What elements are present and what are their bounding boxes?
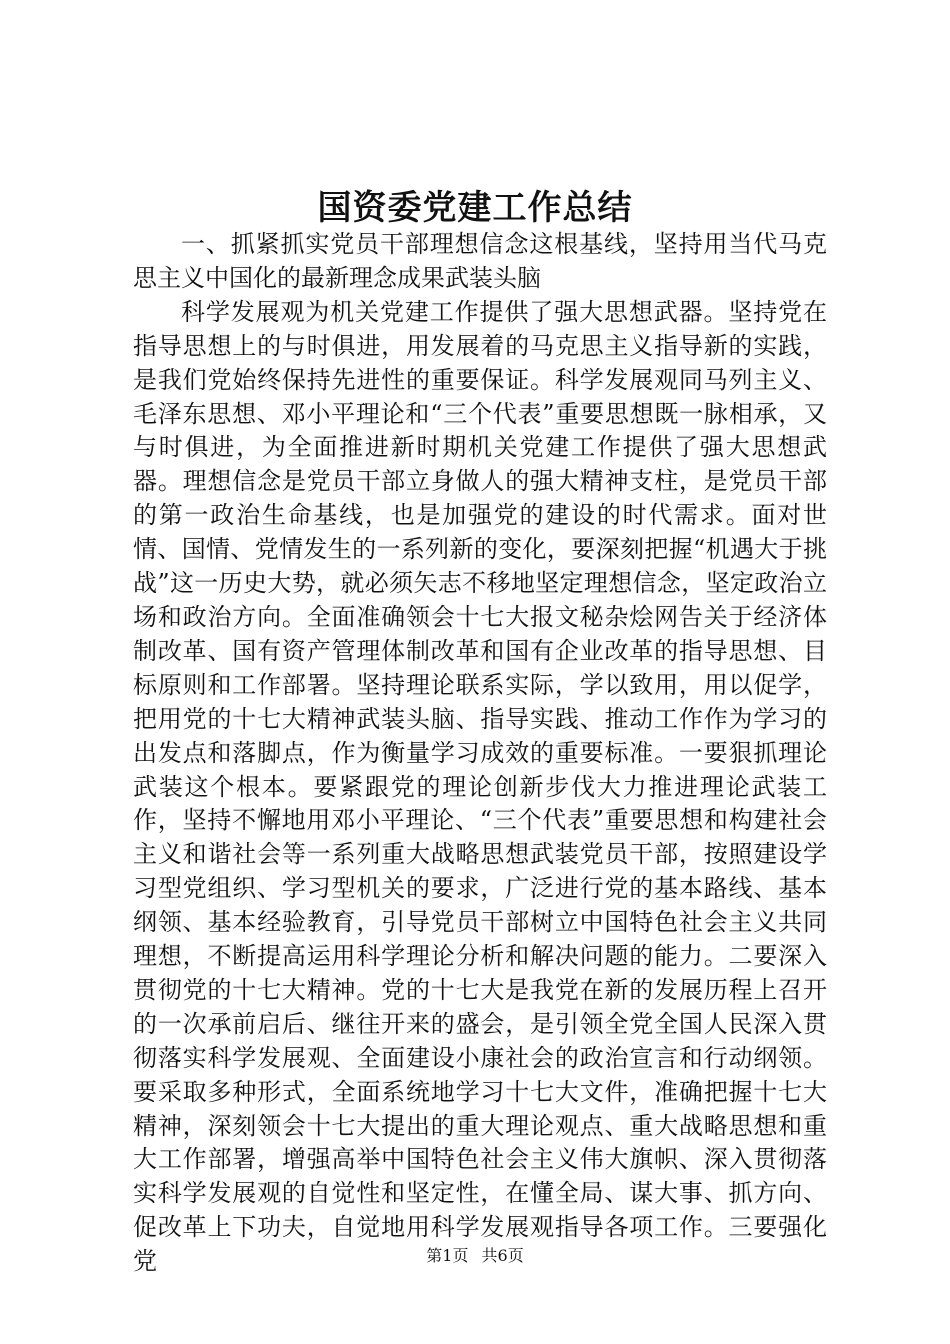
body-paragraph: 科学发展观为机关党建工作提供了强大思想武器。坚持党在指导思想上的与时俱进，用发展着的马克思主义指导新的实践，是我们党始终保持先进性的重要保证。科学发展观同马列主义、毛泽东思想、邓小平理论和“三个代表”重要思想既一脉相承，又与时俱进，为全面推进新时期机关党建工作提供了强大思想武器。理想信念是党员干部立身做人的强大精神支柱，是党员干部的第一政治生命基线，也是加强党的建设的时代需求。面对世情、国情、党情发生的一系列新的变化，要深刻把握“机遇大于挑战”这一历史大势，就必须矢志不移地坚定理想信念，坚定政治立场和政治方向。全面准确领会十七大报文秘杂烩网告关于经济体制改革、国有资产管理体制改革和国有企业改革的指导思想、目标原则和工作部署。坚持理论联系实际，学以致用，用以促学，把用党的十七大精神武装头脑、指导实践、推动工作作为学习的出发点和落脚点，作为衡量学习成效的重要标准。一要狠抓理论武装这个根本。要紧跟党的理论创新步伐大力推进理论武装工作，坚持不懈地用邓小平理论、“三个代表”重要思想和构建社会主义和谐社会等一系列重大战略思想武装党员干部，按照建设学习型党组织、学习型机关的要求，广泛进行党的基本路线、基本纲领、基本经验教育，引导党员干部树立中国特色社会主义共同理想，不断提高运用科学理论分析和解决问题的能力。二要深入贯彻党的十七大精神。党的十七大是我党在新的发展历程上召开的一次承前启后、继往开来的盛会，是引领全党全国人民深入贯彻落实科学发展观、全面建设小康社会的政治宣言和行动纲领。要采取多种形式，全面系统地学习十七大文件，准确把握十七大精神，深刻领会十七大提出的重大理论观点、重大战略思想和重大工作部署，增强高举中国特色社会主义伟大旗帜、深入贯彻落实科学发展观的自觉性和坚定性，在懂全局、谋大事、抓方向、促改革上下功夫，自觉地用科学发展观指导各项工作。三要强化党 <box>133 297 827 1276</box>
page-number: 第1页 <box>426 1246 469 1265</box>
page-footer <box>0 1245 950 1267</box>
page-total: 共6页 <box>481 1246 524 1265</box>
document-body <box>133 228 827 1279</box>
section-heading-paragraph: 一、抓紧抓实党员干部理想信念这根基线，坚持用当代马克思主义中国化的最新理念成果武装头脑 <box>133 230 827 292</box>
document-title: 国资委党建工作总结 <box>317 188 633 228</box>
